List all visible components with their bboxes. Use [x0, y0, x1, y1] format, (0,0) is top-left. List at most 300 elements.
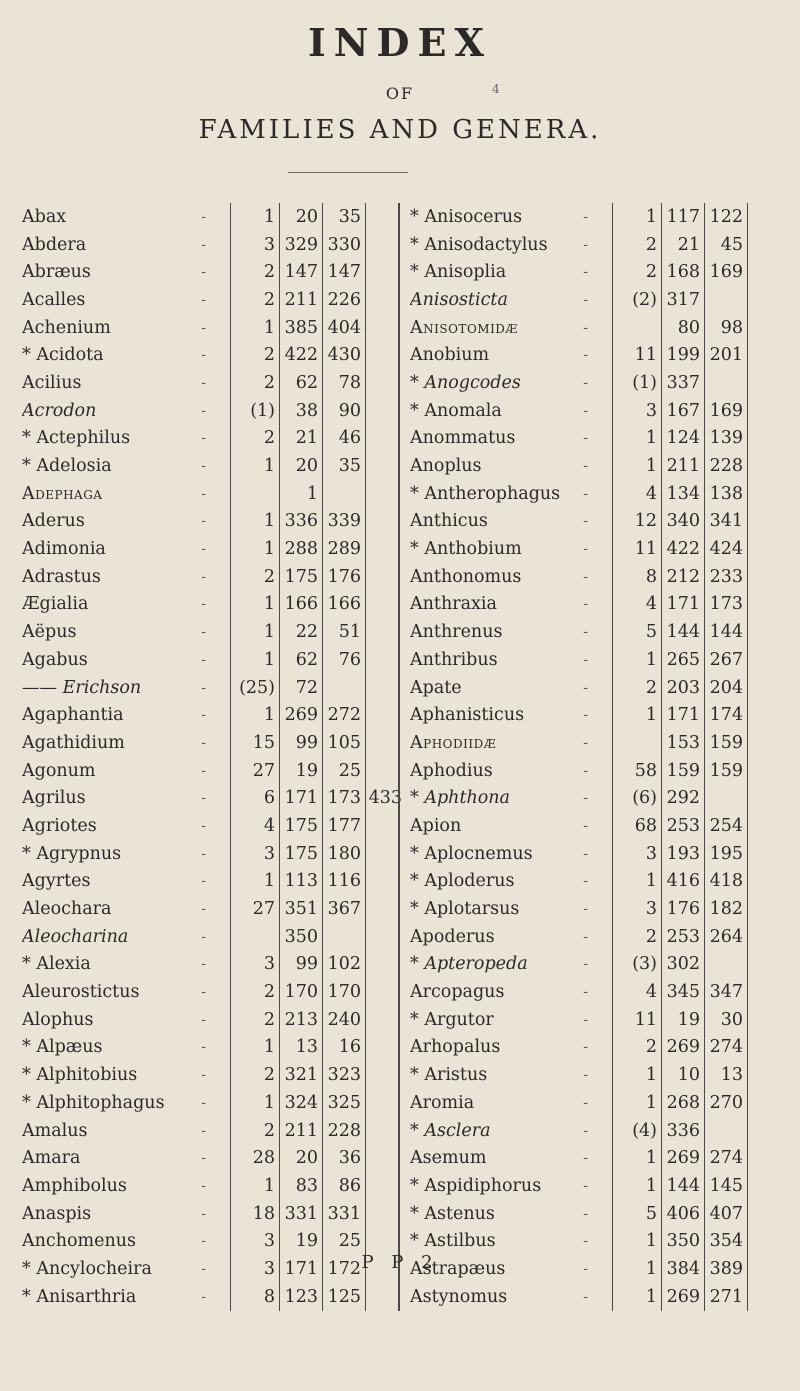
entry-name	[22, 871, 90, 891]
entry-numbers	[612, 1006, 748, 1034]
entry-name-cell	[22, 678, 230, 698]
entry-name-cell	[410, 567, 612, 587]
entry-genus: Apoderus	[410, 926, 495, 947]
number-cell-n2: 21	[662, 231, 705, 259]
number-cell-n2: 350	[662, 1227, 705, 1255]
number-cell-n3: 226	[323, 286, 366, 314]
index-row	[410, 784, 748, 812]
entry-genus: Anoplus	[410, 456, 482, 477]
entry-numbers	[230, 895, 406, 923]
entry-name-cell	[22, 733, 230, 753]
entry-name-cell	[22, 844, 230, 864]
index-row	[22, 1200, 406, 1228]
entry-name	[410, 594, 497, 614]
index-row	[410, 812, 748, 840]
entry-numbers	[612, 646, 748, 674]
index-row	[22, 369, 406, 397]
entry-name	[410, 816, 461, 836]
number-cell-n2: 124	[662, 425, 705, 453]
entry-name-cell	[22, 761, 230, 781]
number-cell-n2: 384	[662, 1255, 705, 1283]
entry-genus: Anchomenus	[22, 1231, 136, 1252]
number-cell-n1: 2	[231, 286, 280, 314]
number-cell-n3	[705, 369, 748, 397]
entry-genus: Aplocnemus	[424, 843, 533, 864]
entry-name	[22, 318, 111, 338]
entry-numbers	[612, 425, 748, 453]
entry-name-cell	[410, 927, 612, 947]
entry-numbers	[612, 203, 748, 231]
entry-name	[22, 1176, 127, 1196]
entry-name-cell	[410, 1010, 612, 1030]
entry-genus: Ancylocheira	[36, 1258, 152, 1279]
number-cell-n2: 144	[662, 618, 705, 646]
index-row	[22, 674, 406, 702]
number-cell-n2: 170	[280, 978, 323, 1006]
number-cell-n2: 159	[662, 757, 705, 785]
entry-name	[410, 567, 521, 587]
index-row	[22, 729, 406, 757]
entry-numbers	[230, 591, 406, 619]
entry-name	[410, 1037, 500, 1057]
entry-name-cell	[22, 262, 230, 282]
number-cell-n2: 20	[280, 1144, 323, 1172]
entry-name	[410, 511, 488, 531]
entry-name	[410, 401, 502, 421]
entry-prefix: *	[22, 1065, 31, 1086]
index-row	[410, 1283, 748, 1311]
number-cell-n3	[323, 480, 366, 508]
entry-numbers	[230, 258, 406, 286]
entry-name	[410, 982, 504, 1002]
number-cell-n1	[613, 729, 662, 757]
number-cell-n2: 99	[280, 951, 323, 979]
number-cell-n2: 10	[662, 1061, 705, 1089]
number-cell-n2: 80	[662, 314, 705, 342]
number-cell-n2: 211	[662, 452, 705, 480]
leader-dash: -	[583, 1288, 588, 1305]
entry-prefix: *	[22, 428, 31, 449]
index-row	[22, 1061, 406, 1089]
number-cell-n3: 169	[705, 397, 748, 425]
entry-name	[410, 290, 508, 310]
entry-prefix: *	[410, 1065, 419, 1086]
leader-dash: -	[201, 624, 206, 641]
entry-genus: Anthicus	[410, 511, 488, 532]
number-cell-n1: 4	[613, 978, 662, 1006]
entry-name-cell	[22, 788, 230, 808]
leader-dash: -	[201, 374, 206, 391]
index-row	[410, 203, 748, 231]
number-cell-n3: 228	[323, 1117, 366, 1145]
index-row	[410, 618, 748, 646]
entry-numbers	[612, 397, 748, 425]
number-cell-n2: 171	[662, 591, 705, 619]
number-cell-n3	[705, 1117, 748, 1145]
entry-name	[22, 1037, 102, 1057]
number-cell-n2: 337	[662, 369, 705, 397]
index-row	[22, 286, 406, 314]
entry-name-cell	[410, 1121, 612, 1141]
entry-name-cell	[410, 235, 612, 255]
entry-prefix: *	[22, 1037, 31, 1058]
number-cell-n3: 45	[705, 231, 748, 259]
index-row	[410, 646, 748, 674]
entry-name-cell	[22, 511, 230, 531]
entry-genus: Anisocerus	[424, 206, 523, 227]
index-row	[22, 784, 406, 812]
entry-name-cell	[410, 1287, 612, 1307]
number-cell-n2: 351	[280, 895, 323, 923]
number-cell-n3: 116	[323, 868, 366, 896]
entry-name-cell	[410, 262, 612, 282]
index-row	[22, 923, 406, 951]
number-cell-n3: 254	[705, 812, 748, 840]
entry-numbers	[612, 701, 748, 729]
entry-numbers	[612, 923, 748, 951]
number-cell-n1: 1	[613, 1061, 662, 1089]
number-cell-n1: 3	[231, 840, 280, 868]
number-cell-n1: 2	[231, 563, 280, 591]
number-cell-n1: (1)	[231, 397, 280, 425]
index-row	[410, 286, 748, 314]
entry-genus: Antherophagus	[424, 483, 561, 504]
number-cell-n1: 27	[231, 757, 280, 785]
leader-dash: -	[201, 1260, 206, 1277]
index-row	[410, 1034, 748, 1062]
entry-name	[410, 1204, 495, 1224]
leader-dash: -	[583, 596, 588, 613]
number-cell-n3: 35	[323, 452, 366, 480]
entry-numbers	[612, 1117, 748, 1145]
entry-numbers	[612, 258, 748, 286]
entry-name-cell	[22, 1010, 230, 1030]
number-cell-n1: 6	[231, 784, 280, 812]
entry-numbers	[612, 452, 748, 480]
number-cell-n2: 144	[662, 1172, 705, 1200]
entry-name	[410, 345, 489, 365]
entry-name	[410, 1065, 487, 1085]
index-row	[22, 314, 406, 342]
entry-name	[22, 954, 91, 974]
number-cell-n3: 330	[323, 231, 366, 259]
number-cell-n3: 341	[705, 508, 748, 536]
entry-name-cell	[22, 1121, 230, 1141]
index-row	[410, 231, 748, 259]
number-cell-n4: 433	[368, 788, 402, 809]
number-cell-n1: 1	[231, 1172, 280, 1200]
entry-numbers	[230, 1006, 406, 1034]
entry-numbers	[230, 286, 406, 314]
entry-genus: Argutor	[424, 1009, 494, 1030]
number-cell-n2: 20	[280, 452, 323, 480]
number-cell-n2: 406	[662, 1200, 705, 1228]
number-cell-n1: 1	[613, 425, 662, 453]
entry-name-cell	[410, 788, 612, 808]
entry-name	[22, 705, 124, 725]
number-cell-n2: 176	[662, 895, 705, 923]
entry-name	[22, 290, 85, 310]
entry-name-cell	[22, 428, 230, 448]
number-cell-n2: 265	[662, 646, 705, 674]
number-cell-n2: 193	[662, 840, 705, 868]
entry-name	[22, 1065, 137, 1085]
number-cell-n3: 272	[323, 701, 366, 729]
entry-genus: Anthonomus	[410, 566, 522, 587]
number-cell-n3: 25	[323, 1227, 366, 1255]
leader-dash: -	[201, 264, 206, 281]
entry-genus: Abræus	[22, 262, 91, 283]
entry-name-cell	[22, 871, 230, 891]
entry-name-cell	[22, 622, 230, 642]
entry-genus: Amara	[22, 1148, 81, 1169]
number-cell-n2: 166	[280, 591, 323, 619]
leader-dash: -	[583, 1039, 588, 1056]
entry-numbers	[612, 1227, 748, 1255]
entry-numbers	[230, 1200, 406, 1228]
entry-genus: Anisoplia	[424, 262, 507, 283]
number-cell-n2: 171	[662, 701, 705, 729]
entry-name	[410, 235, 548, 255]
number-cell-n1: 2	[231, 341, 280, 369]
number-cell-n1: 11	[613, 535, 662, 563]
entry-name-cell	[22, 290, 230, 310]
index-row	[410, 951, 748, 979]
number-cell-n3: 404	[323, 314, 366, 342]
leader-dash: -	[583, 984, 588, 1001]
index-row	[22, 1117, 406, 1145]
entry-numbers	[230, 729, 406, 757]
number-cell-n2: 253	[662, 923, 705, 951]
entry-name	[410, 373, 521, 393]
entry-numbers	[230, 951, 406, 979]
leader-dash: -	[583, 264, 588, 281]
entry-numbers	[230, 1144, 406, 1172]
number-cell-n3: 418	[705, 868, 748, 896]
number-cell-n1: 3	[613, 840, 662, 868]
entry-numbers	[230, 618, 406, 646]
entry-name-cell	[22, 1287, 230, 1307]
index-row	[410, 591, 748, 619]
entry-name	[410, 1121, 491, 1141]
number-cell-n3: 389	[705, 1255, 748, 1283]
number-cell-n1: 3	[231, 231, 280, 259]
number-cell-n2: 292	[662, 784, 705, 812]
entry-name-cell	[410, 345, 612, 365]
number-cell-n3: 166	[323, 591, 366, 619]
entry-genus: Aëpus	[22, 622, 77, 643]
page-title: INDEX	[308, 20, 492, 65]
entry-genus: Arhopalus	[410, 1037, 501, 1058]
number-cell-n2: 19	[662, 1006, 705, 1034]
entry-name-cell	[22, 1204, 230, 1224]
entry-genus: Aspidiphorus	[424, 1175, 542, 1196]
entry-name-cell	[22, 954, 230, 974]
leader-dash: -	[201, 513, 206, 530]
entry-prefix: *	[410, 1203, 419, 1224]
entry-numbers	[230, 508, 406, 536]
number-cell-n2: 72	[280, 674, 323, 702]
number-cell-n3: 233	[705, 563, 748, 591]
number-cell-n3: 195	[705, 840, 748, 868]
entry-genus: Astynomus	[410, 1286, 508, 1307]
number-cell-n3: 228	[705, 452, 748, 480]
number-cell-n2: 213	[280, 1006, 323, 1034]
number-cell-n3	[705, 784, 748, 812]
entry-numbers	[612, 840, 748, 868]
entry-genus: Anomala	[424, 400, 502, 421]
entry-genus: Agonum	[22, 760, 96, 781]
entry-genus: Agrypnus	[36, 843, 122, 864]
entry-genus: Ægialia	[22, 594, 89, 615]
number-cell-n2: 385	[280, 314, 323, 342]
index-row	[410, 923, 748, 951]
leader-dash: -	[201, 402, 206, 419]
number-cell-n2: 171	[280, 1255, 323, 1283]
entry-genus: Adimonia	[22, 539, 106, 560]
entry-genus: Anogcodes	[424, 372, 521, 393]
leader-dash: -	[583, 1150, 588, 1167]
number-cell-n1: 1	[231, 1034, 280, 1062]
number-cell-n1: 5	[613, 1200, 662, 1228]
leader-dash: -	[583, 679, 588, 696]
entry-numbers	[230, 341, 406, 369]
index-row	[410, 1061, 748, 1089]
leader-dash: -	[201, 734, 206, 751]
entry-name-cell	[22, 1176, 230, 1196]
entry-name-cell	[410, 1231, 612, 1251]
entry-numbers	[612, 618, 748, 646]
entry-name	[410, 428, 515, 448]
number-cell-n3: 204	[705, 674, 748, 702]
leader-dash: -	[583, 956, 588, 973]
leader-dash: -	[201, 596, 206, 613]
index-row	[22, 1034, 406, 1062]
index-row	[22, 868, 406, 896]
number-cell-n1: 1	[231, 452, 280, 480]
leader-dash: -	[201, 568, 206, 585]
entry-name-cell	[410, 733, 612, 753]
entry-name-cell	[410, 678, 612, 698]
entry-genus: Asemum	[410, 1148, 487, 1169]
number-cell-n2: 345	[662, 978, 705, 1006]
number-cell-n2: 269	[662, 1283, 705, 1311]
entry-name-cell	[22, 235, 230, 255]
entry-genus: Alphitobius	[36, 1065, 138, 1086]
entry-genus: Anisodactylus	[424, 234, 548, 255]
index-row	[410, 452, 748, 480]
index-row	[410, 508, 748, 536]
number-cell-n2: 288	[280, 535, 323, 563]
entry-numbers	[612, 480, 748, 508]
number-cell-n1: 4	[613, 591, 662, 619]
number-cell-n2: 329	[280, 231, 323, 259]
number-cell-n1: 2	[613, 674, 662, 702]
number-cell-n1: 1	[613, 1089, 662, 1117]
number-cell-n3: 98	[705, 314, 748, 342]
leader-dash: -	[201, 873, 206, 890]
number-cell-n1: (1)	[613, 369, 662, 397]
number-cell-n1: 3	[231, 951, 280, 979]
number-cell-n2: 324	[280, 1089, 323, 1117]
leader-dash: -	[201, 1094, 206, 1111]
leader-dash: -	[583, 707, 588, 724]
entry-prefix: *	[410, 483, 419, 504]
entry-prefix: *	[410, 1009, 419, 1030]
entry-prefix: *	[410, 372, 419, 393]
leader-dash: -	[583, 1233, 588, 1250]
entry-numbers	[612, 508, 748, 536]
entry-numbers	[230, 978, 406, 1006]
entry-genus: Alpæus	[36, 1037, 103, 1058]
number-cell-n1: 2	[231, 978, 280, 1006]
entry-name	[22, 539, 106, 559]
entry-name-cell	[22, 1037, 230, 1057]
entry-genus: Aploderus	[424, 871, 515, 892]
leader-dash: -	[201, 485, 206, 502]
number-cell-n3: 122	[705, 203, 748, 231]
number-cell-n2: 422	[280, 341, 323, 369]
leader-dash: -	[583, 817, 588, 834]
heading-rule	[288, 172, 408, 173]
entry-genus: Anthribus	[410, 649, 498, 670]
entry-genus: Aphthona	[424, 788, 510, 809]
leader-dash: -	[583, 1067, 588, 1084]
leader-dash: -	[583, 928, 588, 945]
leader-dash: -	[201, 291, 206, 308]
entry-genus: Aleurostictus	[22, 982, 140, 1003]
leader-dash: -	[201, 762, 206, 779]
entry-name-cell	[22, 318, 230, 338]
entry-genus: Abdera	[22, 234, 87, 255]
number-cell-n3: 25	[323, 757, 366, 785]
number-cell-n1: 68	[613, 812, 662, 840]
number-cell-n3: 339	[323, 508, 366, 536]
entry-name	[410, 927, 495, 947]
number-cell-n3: 430	[323, 341, 366, 369]
entry-numbers	[612, 1144, 748, 1172]
entry-prefix: *	[410, 206, 419, 227]
entry-prefix: *	[410, 843, 419, 864]
entry-numbers	[230, 701, 406, 729]
number-cell-n3: 289	[323, 535, 366, 563]
number-cell-n2: 20	[280, 203, 323, 231]
number-cell-n1: (6)	[613, 784, 662, 812]
entry-name-cell	[22, 1231, 230, 1251]
entry-name-cell	[22, 816, 230, 836]
leader-dash: -	[583, 568, 588, 585]
number-cell-n1: 1	[231, 868, 280, 896]
entry-name	[22, 899, 111, 919]
entry-name-cell	[410, 705, 612, 725]
entry-numbers	[230, 1117, 406, 1145]
entry-prefix: *	[410, 539, 419, 560]
entry-numbers	[612, 231, 748, 259]
index-row	[22, 757, 406, 785]
number-cell-n3: 182	[705, 895, 748, 923]
number-cell-n3: 169	[705, 258, 748, 286]
entry-numbers	[612, 784, 748, 812]
number-cell-n2: 422	[662, 535, 705, 563]
number-cell-n1	[613, 314, 662, 342]
entry-numbers	[230, 1227, 406, 1255]
number-cell-n2: 62	[280, 646, 323, 674]
index-row	[410, 1089, 748, 1117]
number-cell-n3: 267	[705, 646, 748, 674]
leader-dash: -	[583, 374, 588, 391]
entry-prefix: *	[410, 1175, 419, 1196]
index-row	[410, 701, 748, 729]
